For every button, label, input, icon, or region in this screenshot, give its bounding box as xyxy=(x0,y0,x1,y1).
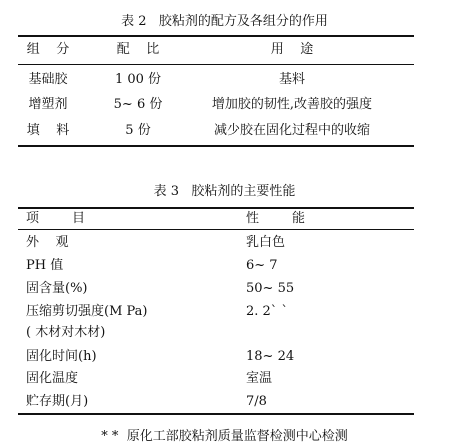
table2-top-rule xyxy=(18,35,414,37)
table3-bottom-rule xyxy=(18,413,414,415)
table2-bottom-rule xyxy=(18,145,414,147)
table3-caption: 表 3 胶粘剂的主要性能 xyxy=(153,184,296,199)
table3-header-property: 性 能 xyxy=(246,211,306,226)
table3-cell: 乳白色 xyxy=(246,235,286,250)
table2-cell: 基础胶 xyxy=(28,72,68,87)
table3-cell: PH 值 xyxy=(26,258,64,273)
table3-header-item: 项 目 xyxy=(26,211,86,226)
table2-cell: 增塑剂 xyxy=(28,97,68,112)
table3-header-rule xyxy=(18,229,414,230)
table3-cell: 压缩剪切强度(M Pa) xyxy=(26,304,148,319)
table2-cell: 基料 xyxy=(278,72,306,87)
table2-cell: 5 份 xyxy=(125,123,151,138)
table2-caption: 表 2 胶粘剂的配方及各组分的作用 xyxy=(121,14,328,29)
table2-cell: 减少胶在固化过程中的收缩 xyxy=(213,123,371,138)
table2-header-ratio: 配 比 xyxy=(116,42,160,57)
table3-cell: ( 木材对木材) xyxy=(26,325,106,340)
table3-cell: 室温 xyxy=(246,371,273,386)
table2-header-purpose: 用 途 xyxy=(270,42,314,57)
table2-cell: 1 00 份 xyxy=(114,72,162,87)
table2-cell: 增加胶的韧性,改善胶的强度 xyxy=(211,97,373,112)
table3-cell: 50~ 55 xyxy=(246,281,295,296)
table3-cell: 贮存期(月) xyxy=(26,394,89,409)
table3-cell: 18~ 24 xyxy=(246,349,295,364)
table3-cell: 固化时间(h) xyxy=(26,349,97,364)
table3-cell: 固化温度 xyxy=(26,371,79,386)
table2-header-component: 组 分 xyxy=(26,42,70,57)
table3-cell: 外 观 xyxy=(26,235,69,250)
table3-cell: 6~ 7 xyxy=(246,258,278,273)
table3-cell: 7/8 xyxy=(246,394,267,409)
table3-top-rule xyxy=(18,207,414,209)
footnote: * * 原化工部胶粘剂质量监督检测中心检测 xyxy=(101,429,348,444)
table3-cell: 2. 2` ` xyxy=(246,304,288,319)
table2-cell: 填 料 xyxy=(26,123,70,138)
table2-cell: 5~ 6 份 xyxy=(113,97,163,112)
table2-header-rule xyxy=(18,64,414,65)
table3-cell: 固含量(%) xyxy=(26,281,88,296)
